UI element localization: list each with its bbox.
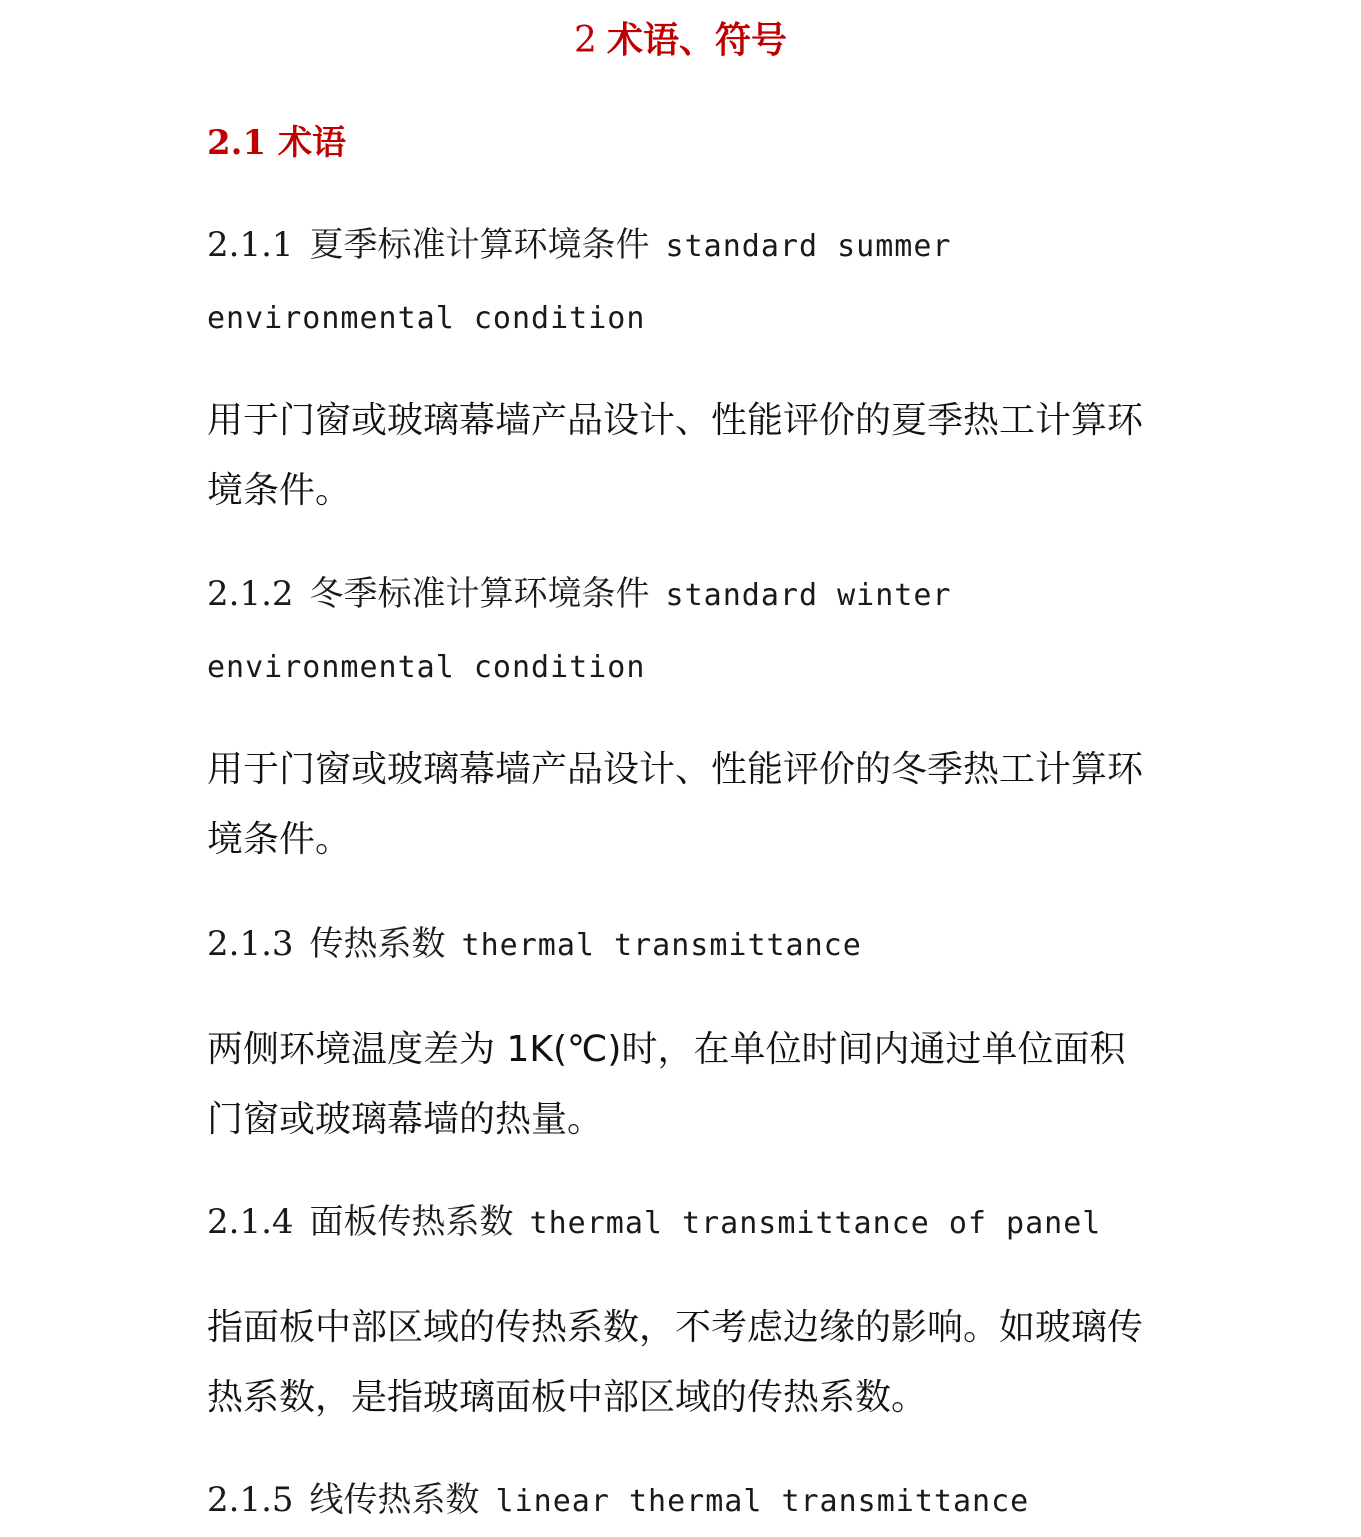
term-heading <box>207 559 987 703</box>
term-name-zh: 面板传热系数 <box>309 1202 514 1242</box>
term-number: 2.1.4 <box>207 1202 294 1242</box>
term-number: 2.1.2 <box>207 574 294 614</box>
term-name-en: standard winter environmental condition <box>207 578 952 685</box>
term-definition: 用于门窗或玻璃幕墙产品设计、性能评价的冬季热工计算环境条件。 <box>207 749 1144 860</box>
term-name-en: standard summer environmental condition <box>207 229 952 336</box>
term-number: 2.1.3 <box>207 924 294 964</box>
chapter-title-text: 术语、符号 <box>606 20 787 61</box>
term-number: 2.1.5 <box>207 1480 294 1520</box>
term-heading <box>207 210 987 354</box>
term-definition: 两侧环境温度差为 1K(℃)时，在单位时间内通过单位面积门窗或玻璃幕墙的热量。 <box>207 1029 1126 1140</box>
term-name-zh: 夏季标准计算环境条件 <box>309 225 650 265</box>
term-definition: 指面板中部区域的传热系数，不考虑边缘的影响。如玻璃传热系数，是指玻璃面板中部区域的传热系数。 <box>207 1307 1144 1418</box>
term-name-zh: 冬季标准计算环境条件 <box>309 574 650 614</box>
term-definition: 用于门窗或玻璃幕墙产品设计、性能评价的夏季热工计算环境条件。 <box>207 400 1144 511</box>
term-number: 2.1.1 <box>207 225 294 265</box>
term-heading <box>207 1465 1207 1537</box>
section-heading: 2.1 术语 <box>207 123 346 163</box>
term-name-en: linear thermal transmittance <box>495 1484 1030 1519</box>
term-name-en: thermal transmittance of panel <box>529 1206 1102 1241</box>
chapter-title <box>0 14 1361 68</box>
term-name-en: thermal transmittance <box>461 928 862 963</box>
term-heading <box>207 909 1207 981</box>
term-name-zh: 线传热系数 <box>309 1480 480 1520</box>
term-heading <box>207 1187 1207 1259</box>
chapter-number: 2 <box>574 20 597 61</box>
term-name-zh: 传热系数 <box>309 924 446 964</box>
